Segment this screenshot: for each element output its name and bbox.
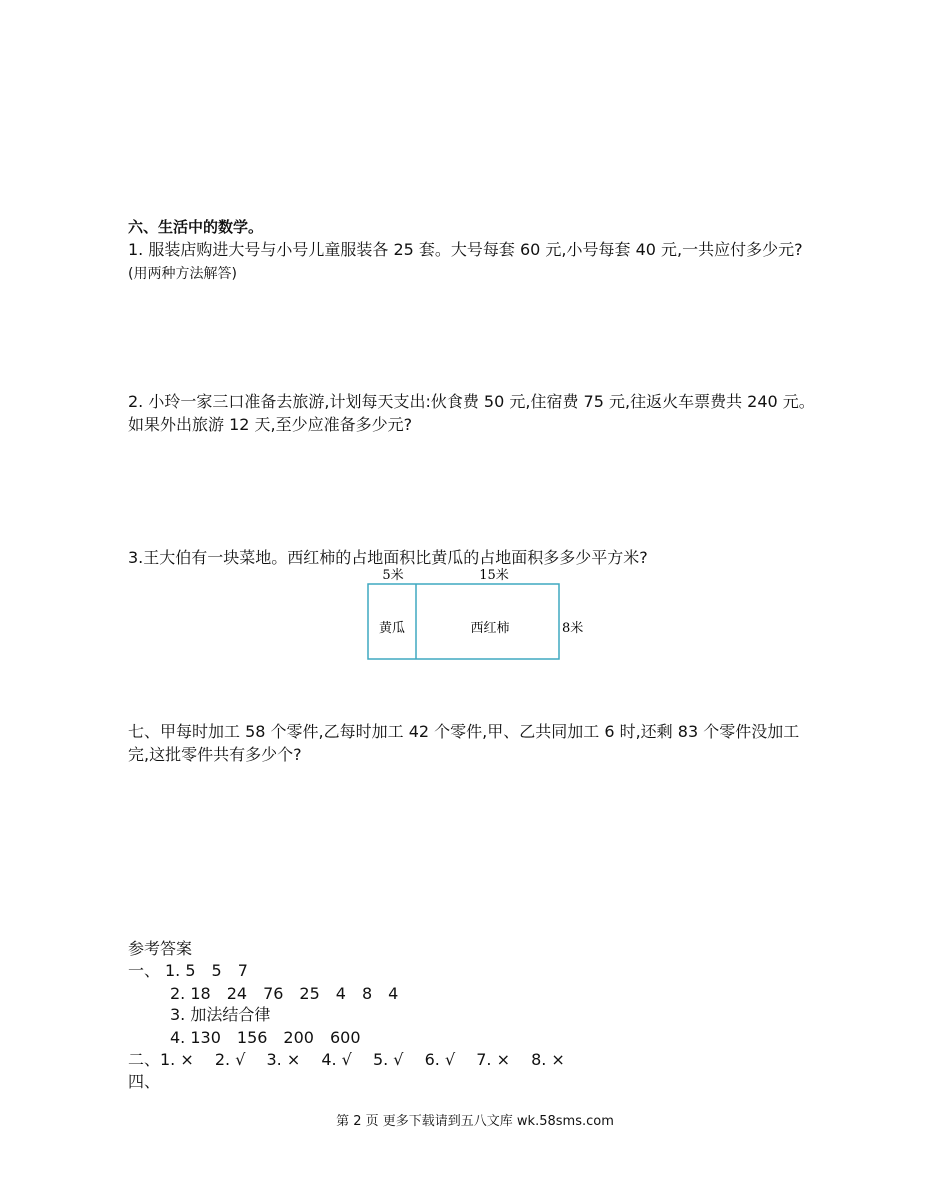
answers-one-item-4: 4. 130 156 200 600 bbox=[170, 1028, 361, 1047]
section-6-title: 六、生活中的数学。 bbox=[128, 218, 264, 236]
question-1-line-2: (用两种方法解答) bbox=[128, 266, 237, 282]
section-7-line-1: 七、甲每时加工 58 个零件,乙每时加工 42 个零件,甲、乙共同加工 6 时,还剩 83 个零件没加工 bbox=[128, 722, 800, 741]
answers-part-one-prefix: 一、 bbox=[128, 961, 161, 980]
answers-one-item-3: 3. 加法结合律 bbox=[170, 1005, 271, 1024]
section-7-line-2: 完,这批零件共有多少个? bbox=[128, 745, 302, 764]
label-cucumber: 黄瓜 bbox=[378, 621, 406, 636]
answers-title: 参考答案 bbox=[128, 939, 193, 958]
page-footer: 第 2 页 更多下载请到五八文库 wk.58sms.com bbox=[336, 1114, 614, 1129]
question-3-line-1: 3.王大伯有一块菜地。西红柿的占地面积比黄瓜的占地面积多多少平方米? bbox=[128, 548, 648, 567]
garden-diagram bbox=[340, 563, 600, 668]
label-right-width: 15米 bbox=[479, 568, 509, 583]
garden-diagram-svg bbox=[340, 563, 600, 668]
label-height: 8米 bbox=[562, 621, 584, 636]
question-2-line-1: 2. 小玲一家三口准备去旅游,计划每天支出:伙食费 50 元,住宿费 75 元,往返火车票费共 240 元。 bbox=[128, 392, 815, 411]
question-2-line-2: 如果外出旅游 12 天,至少应准备多少元? bbox=[128, 415, 413, 434]
label-left-width: 5米 bbox=[382, 568, 404, 583]
answers-part-four: 四、 bbox=[128, 1072, 161, 1091]
question-1-line-1: 1. 服装店购进大号与小号儿童服装各 25 套。大号每套 60 元,小号每套 40 元,一共应付多少元? bbox=[128, 240, 803, 259]
answers-part-two: 二、1. × 2. √ 3. × 4. √ 5. √ 6. √ 7. × 8. × bbox=[128, 1050, 565, 1069]
answers-one-item-1: 1. 5 5 7 bbox=[165, 961, 248, 980]
label-tomato: 西红柿 bbox=[470, 621, 510, 636]
answers-one-item-2: 2. 18 24 76 25 4 8 4 bbox=[170, 984, 399, 1003]
